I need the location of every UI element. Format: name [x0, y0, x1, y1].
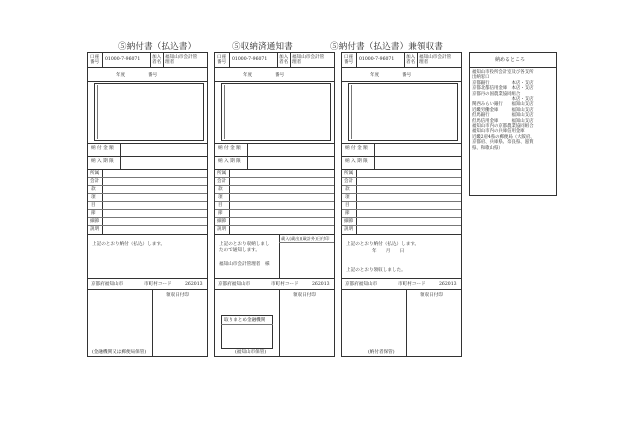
- row-label: 所属: [344, 171, 354, 176]
- detail-box: [94, 83, 204, 141]
- payment-place: 本店・支店: [472, 97, 534, 103]
- row-label: 説明: [344, 227, 354, 232]
- year-label: 年度: [370, 73, 380, 78]
- payment-place: 福知山市役所会計室及び各支所: [472, 70, 534, 75]
- number-label: 番号: [275, 73, 285, 78]
- row-label: 項: [218, 195, 223, 200]
- city-code: 262013: [185, 282, 203, 287]
- number-label: 番号: [402, 73, 412, 78]
- account-label: 口座 番号: [344, 55, 354, 65]
- payment-place: 出納窓口: [472, 75, 490, 81]
- issuer: 京都府福知山市: [91, 282, 124, 287]
- date-line: 年 月 日: [372, 249, 405, 254]
- account-label: 口座 番号: [217, 55, 227, 65]
- statement: 上記のとおり収納しまし たので通知します。: [219, 242, 270, 253]
- row-label: 説明: [90, 227, 100, 232]
- form-1-title: ⑤納付書（払込書）: [118, 42, 197, 52]
- row-label: 節: [91, 211, 96, 216]
- form-1-frame: [87, 52, 208, 357]
- year-label: 年度: [116, 73, 126, 78]
- row-label: 所属: [217, 171, 227, 176]
- form-3-title: ⑤納付書（払込書）兼領収書: [330, 42, 444, 52]
- city-code: 262013: [439, 282, 457, 287]
- issuer: 京都府福知山市: [345, 282, 378, 287]
- row-label: 節: [218, 211, 223, 216]
- row-label: 会計: [344, 179, 354, 184]
- payment-place: 京都銀行 本店・支店: [472, 80, 534, 86]
- form-2-frame: [214, 52, 335, 357]
- payee-name: 福知山市会計管 理者: [419, 55, 452, 65]
- city-code-label: 市町村コード: [398, 282, 426, 287]
- row-label: 会計: [217, 179, 227, 184]
- statement: 上記のとおり納付（払込）します。: [346, 242, 420, 247]
- payment-place: 福知山市内の兵庫信用金庫: [472, 129, 525, 135]
- payment-place: 但馬銀行 福知山支店: [472, 113, 534, 119]
- payment-place: 県、和歌山県）: [472, 145, 503, 151]
- due-label: 納 入 期 限: [218, 159, 241, 164]
- payment-place: 京都北都信用金庫 本店・支店: [472, 86, 534, 92]
- payment-place: 京都丹の国農業協同組合: [472, 91, 521, 97]
- payment-places-box: [469, 52, 557, 196]
- form-3-frame: [341, 52, 462, 357]
- row-label: 細節: [344, 219, 354, 224]
- footer: (納付者保管): [368, 350, 395, 355]
- row-label: 目: [91, 203, 96, 208]
- bank-box-label: 取りまとめ金融機関: [224, 318, 266, 323]
- payment-place: 近畿労働金庫 福知山支店: [472, 107, 534, 113]
- payee-label: 加入 者名: [152, 55, 162, 65]
- payee-label: 加入 者名: [406, 55, 416, 65]
- payee-name: 福知山市会計管 理者: [165, 55, 198, 65]
- account-number: 01000-7-96071: [105, 57, 141, 62]
- payee-label: 加入 者名: [279, 55, 289, 65]
- row-label: 節: [345, 211, 350, 216]
- form-2-title: ⑤収納済通知書: [232, 42, 293, 52]
- city-code-label: 市町村コード: [271, 282, 299, 287]
- row-label: 目: [345, 203, 350, 208]
- due-label: 納 入 期 限: [345, 159, 368, 164]
- receipt-header: 歳入(歳出)(歳計外)日付印: [281, 236, 330, 241]
- account-label: 口座 番号: [90, 55, 100, 65]
- row-label: 説明: [217, 227, 227, 232]
- city-code: 262013: [312, 282, 330, 287]
- row-label: 款: [345, 187, 350, 192]
- amount-label: 納 付 金 額: [91, 146, 114, 151]
- row-label: 会計: [90, 179, 100, 184]
- received-statement: 上記のとおり領収しました。: [346, 268, 406, 273]
- row-label: 所属: [90, 171, 100, 176]
- footer: (福知山市保管): [235, 350, 267, 355]
- payment-places-list: [472, 70, 535, 151]
- detail-box: [348, 83, 458, 141]
- row-label: 目: [218, 203, 223, 208]
- row-label: 細節: [90, 219, 100, 224]
- account-number: 01000-7-96071: [359, 57, 395, 62]
- stamp-label: 領収日付印: [420, 293, 443, 298]
- row-label: 項: [91, 195, 96, 200]
- account-number: 01000-7-96071: [232, 57, 268, 62]
- stamp-label: 領収日付印: [166, 293, 189, 298]
- payee-name: 福知山市会計管 理者: [292, 55, 325, 65]
- year-label: 年度: [243, 73, 253, 78]
- payment-places-title: 納めるところ: [495, 57, 526, 63]
- statement: 上記のとおり納付（払込）します。: [92, 242, 166, 247]
- payment-place: 福知山市内の京都農業協同組合: [472, 124, 534, 130]
- treasurer: 福知山市会計管理者 様: [219, 262, 270, 267]
- payment-place: 京都府、兵庫県、奈良県、滋賀: [472, 140, 534, 146]
- number-label: 番号: [148, 73, 158, 78]
- payment-place: 近畿2府4県の郵便局（大阪府、: [472, 134, 535, 140]
- row-label: 款: [218, 187, 223, 192]
- row-label: 細節: [217, 219, 227, 224]
- row-label: 項: [345, 195, 350, 200]
- issuer: 京都府福知山市: [218, 282, 251, 287]
- footer: (金融機関又は郵便局保管): [92, 350, 147, 355]
- payment-place: 但馬信用金庫 福知山支店: [472, 118, 534, 124]
- stamp-label: 領収日付印: [293, 293, 316, 298]
- detail-box: [221, 83, 331, 141]
- row-label: 款: [91, 187, 96, 192]
- city-code-label: 市町村コード: [144, 282, 172, 287]
- amount-label: 納 付 金 額: [345, 146, 368, 151]
- amount-label: 納 付 金 額: [218, 146, 241, 151]
- due-label: 納 入 期 限: [91, 159, 114, 164]
- payment-place: 関西みらい銀行 福知山支店: [472, 102, 534, 108]
